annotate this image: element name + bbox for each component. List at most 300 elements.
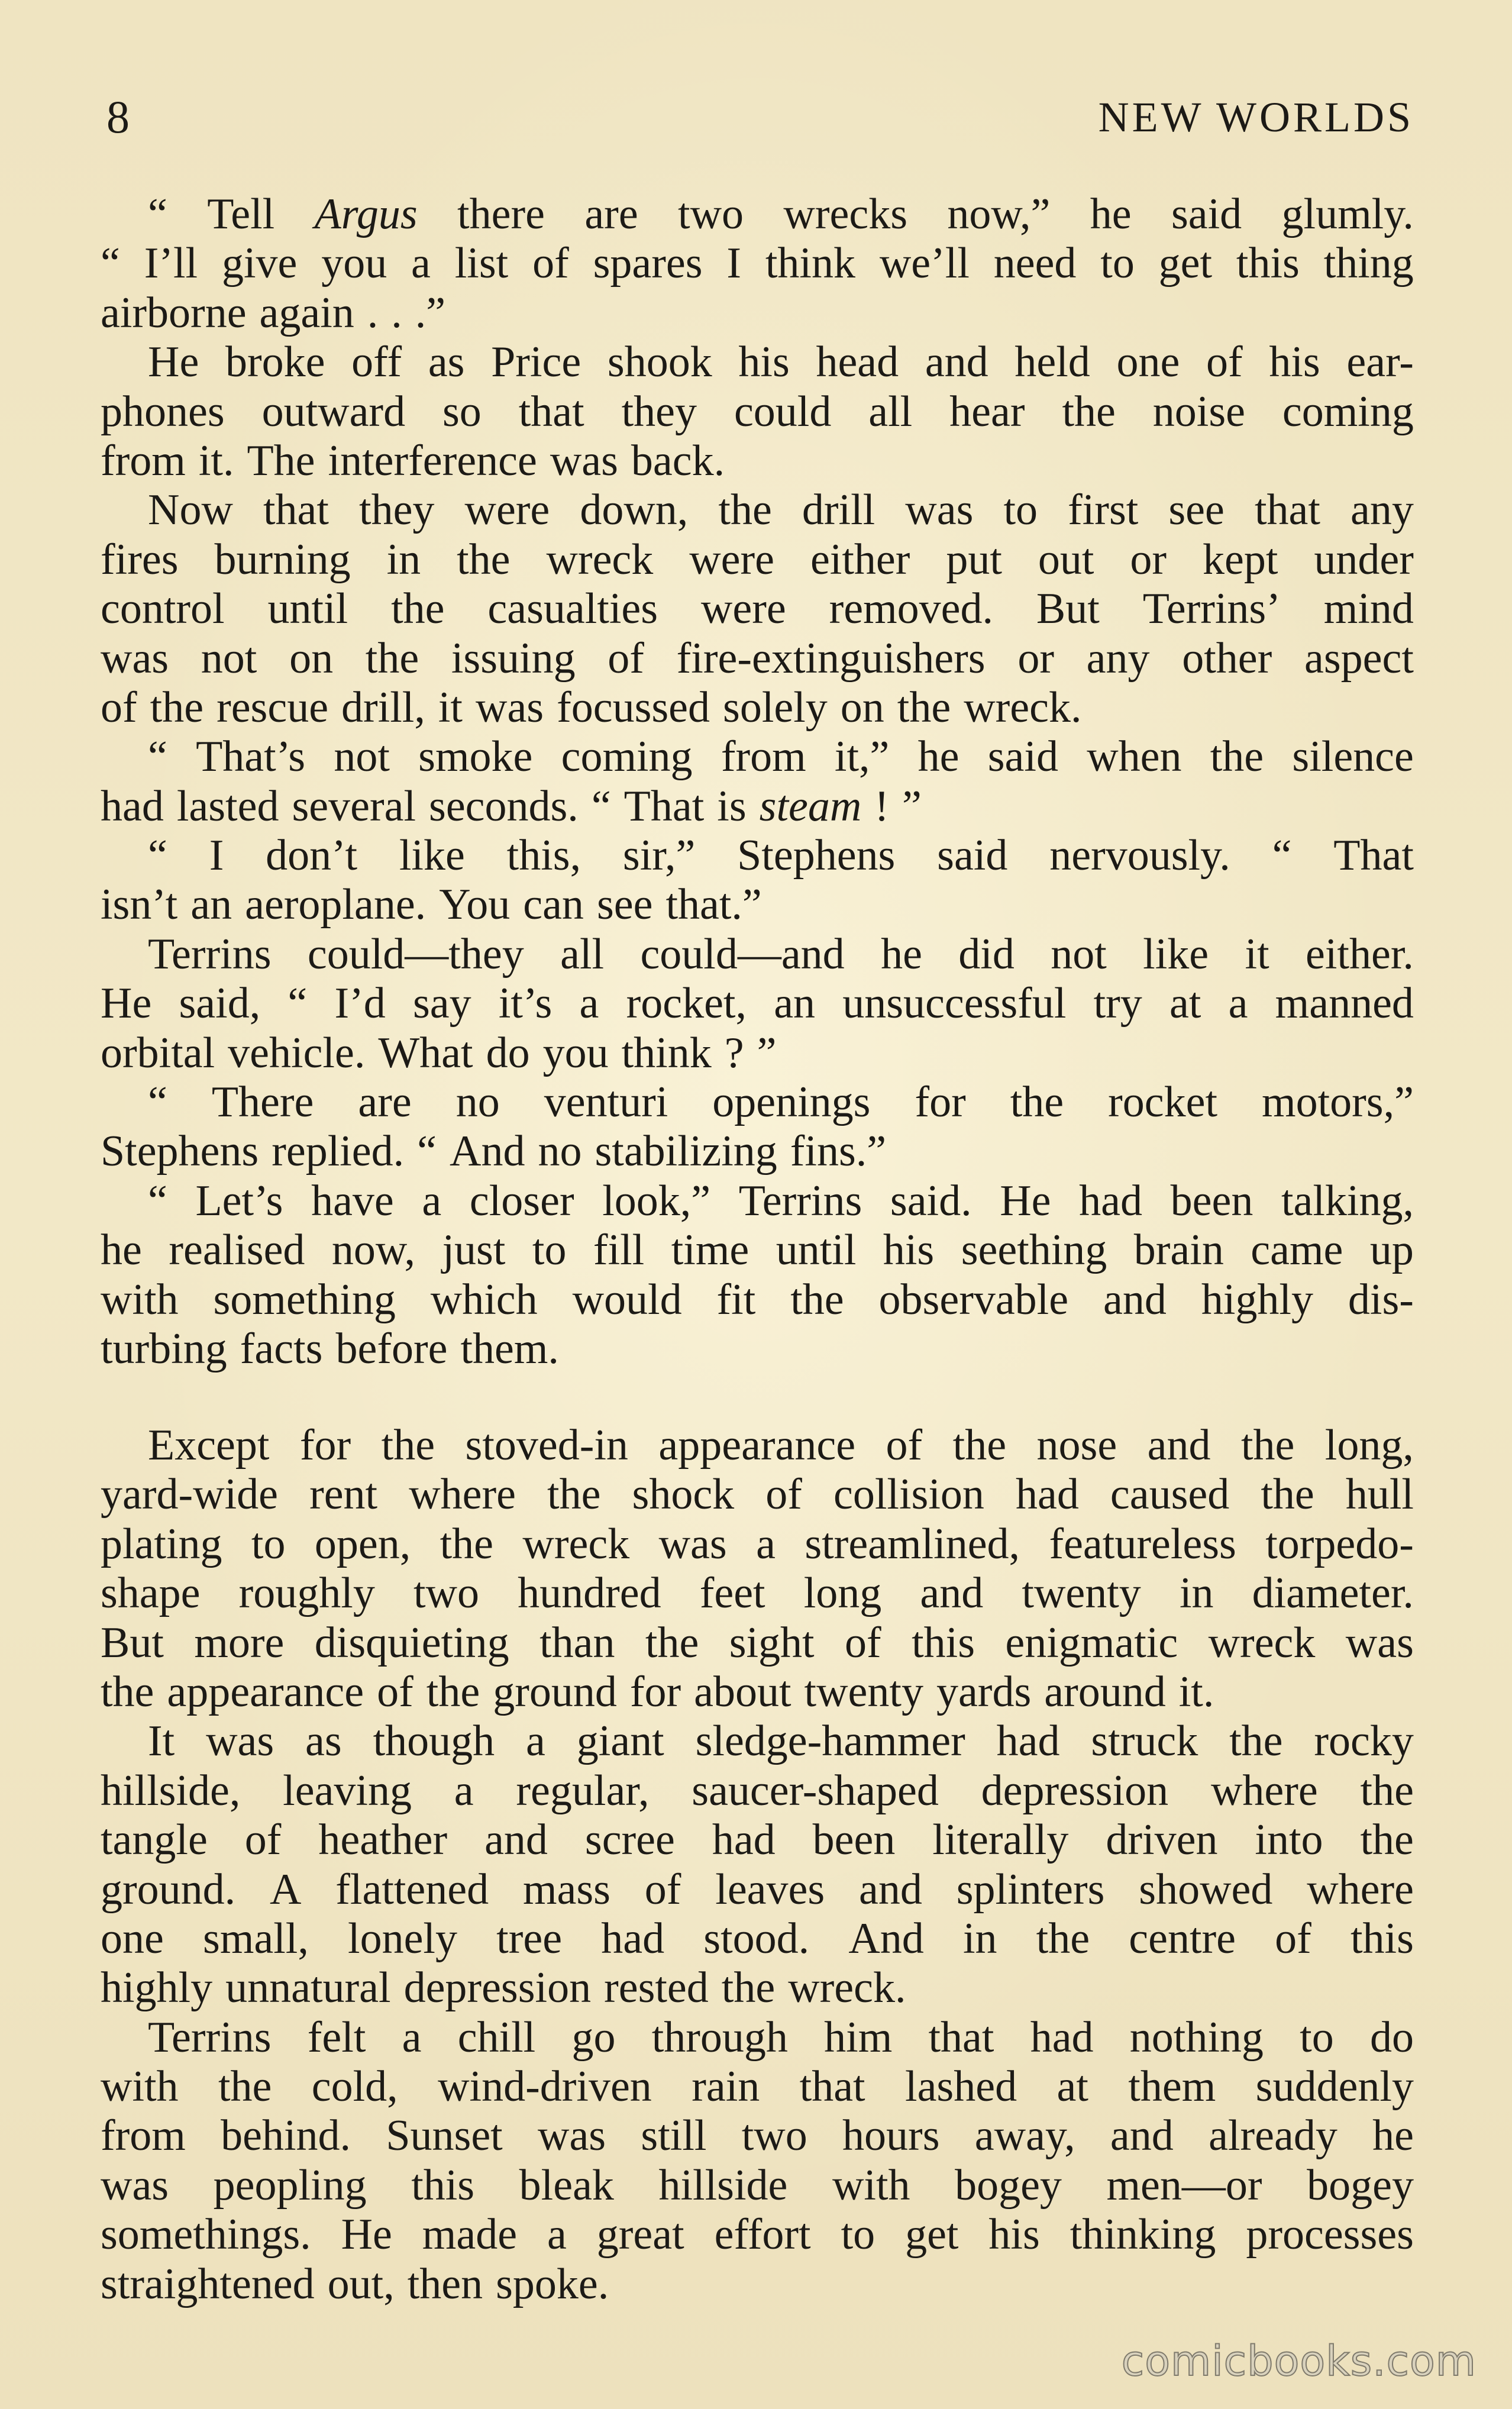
word: the xyxy=(150,683,204,732)
word: It xyxy=(148,1717,175,1766)
word: vehicle. xyxy=(228,1028,366,1077)
text-line xyxy=(101,1127,1414,1176)
word: in xyxy=(386,535,421,584)
word: But xyxy=(101,1618,164,1667)
word: rescue xyxy=(217,683,329,732)
word: highly xyxy=(1201,1275,1313,1324)
word: get xyxy=(905,2210,959,2259)
word: away, xyxy=(974,2111,1075,2161)
word: the xyxy=(218,2062,272,2111)
word: casualties xyxy=(487,585,658,634)
word: the xyxy=(391,585,445,634)
word: had xyxy=(1079,1176,1143,1225)
word: of xyxy=(765,1470,802,1519)
word: effort xyxy=(714,2210,811,2259)
word: at xyxy=(1169,979,1201,1028)
word: “ xyxy=(101,239,120,288)
word: like xyxy=(1143,929,1209,979)
word: his xyxy=(988,2210,1040,2259)
word: been xyxy=(1170,1176,1253,1225)
word: the xyxy=(952,1421,1007,1470)
word: hillside xyxy=(658,2161,788,2210)
word: plating xyxy=(101,1519,222,1568)
word: bogey xyxy=(955,2161,1062,2210)
word: was xyxy=(101,634,169,683)
word: highly xyxy=(101,1964,213,2013)
word: first xyxy=(1068,486,1139,535)
word: ” xyxy=(902,782,922,831)
word: collision xyxy=(833,1470,984,1519)
word: into xyxy=(1255,1816,1323,1865)
word: a xyxy=(402,2013,422,2062)
text-line xyxy=(101,831,1414,880)
word: men—or xyxy=(1106,2161,1262,2210)
word: the xyxy=(1210,732,1264,782)
text-line xyxy=(101,2111,1414,2161)
paragraph xyxy=(101,486,1414,732)
word: need xyxy=(993,239,1077,288)
paragraph xyxy=(101,1717,1414,2013)
word: just xyxy=(442,1226,506,1275)
word: made xyxy=(422,2210,518,2259)
word: Terrins’ xyxy=(1142,585,1281,634)
word: the xyxy=(1229,1717,1283,1766)
word: wrecks xyxy=(783,190,907,238)
word: driven xyxy=(1106,1816,1218,1865)
word: tree xyxy=(496,1914,563,1963)
word: open, xyxy=(314,1519,411,1568)
word: for xyxy=(629,1667,681,1716)
word: than xyxy=(539,1618,615,1667)
word: so xyxy=(442,387,482,436)
word: to xyxy=(532,1226,567,1275)
word: been xyxy=(812,1816,896,1865)
word: straightened xyxy=(101,2259,315,2308)
paragraph xyxy=(101,930,1414,1078)
word: giant xyxy=(576,1717,664,1766)
text-line xyxy=(101,437,1414,486)
word: flattened xyxy=(335,1865,489,1914)
word: had xyxy=(996,1717,1060,1766)
word: in xyxy=(1179,1569,1214,1618)
word: out xyxy=(1038,535,1094,584)
text-line xyxy=(101,732,1414,782)
word: closer xyxy=(469,1176,574,1225)
word: not xyxy=(334,732,390,782)
word: one xyxy=(1116,338,1180,387)
word: is xyxy=(717,782,747,831)
text-line xyxy=(101,1325,1414,1374)
text-line xyxy=(101,585,1414,634)
word: do xyxy=(486,1028,530,1077)
word: said xyxy=(1171,190,1242,238)
word: leaves xyxy=(715,1865,825,1914)
text-line xyxy=(101,1226,1414,1275)
word: that xyxy=(263,486,329,535)
word: Sunset xyxy=(386,2111,503,2161)
word: manned xyxy=(1275,979,1414,1028)
word: drill, xyxy=(341,683,425,732)
word: “ xyxy=(148,190,167,238)
word: of xyxy=(1206,338,1243,387)
word: were xyxy=(689,535,774,584)
word: now, xyxy=(331,1226,416,1275)
word: hear xyxy=(949,387,1025,436)
word: give xyxy=(221,239,298,288)
word: it xyxy=(438,683,463,732)
text-line xyxy=(101,2161,1414,2210)
word: something xyxy=(213,1275,396,1324)
word: had xyxy=(712,1816,776,1865)
text-line xyxy=(101,1177,1414,1226)
word: centre xyxy=(1129,1914,1236,1963)
word: had xyxy=(1015,1470,1079,1519)
word: roughly xyxy=(238,1569,375,1618)
word: a xyxy=(1228,979,1248,1028)
word: the xyxy=(365,634,419,683)
word: this, xyxy=(506,831,581,880)
word: two xyxy=(741,2111,807,2161)
word: lasted xyxy=(176,782,279,831)
word: did xyxy=(958,929,1015,979)
word: showed xyxy=(1139,1865,1273,1914)
word: like xyxy=(399,831,465,880)
word: they xyxy=(359,486,435,535)
word: a xyxy=(454,1766,474,1815)
text-line xyxy=(101,1619,1414,1668)
text-line xyxy=(101,289,1414,338)
word: with xyxy=(832,2161,910,2210)
paragraph xyxy=(101,831,1414,930)
word: lashed xyxy=(905,2062,1017,2111)
word: processes xyxy=(1246,2210,1414,2259)
word: say xyxy=(412,979,471,1028)
word: and xyxy=(925,338,988,387)
word: either. xyxy=(1306,929,1414,979)
word: again xyxy=(259,288,354,337)
word: either xyxy=(810,535,910,584)
word: Price xyxy=(491,338,581,387)
paragraph xyxy=(101,1421,1414,1717)
word: of xyxy=(532,239,569,288)
word: long, xyxy=(1324,1421,1414,1470)
word: we’ll xyxy=(879,239,970,288)
word: could xyxy=(734,387,832,436)
word: The xyxy=(247,436,315,485)
word: hundred xyxy=(518,1569,661,1618)
word: the xyxy=(457,535,511,584)
word: it. xyxy=(1178,1667,1214,1716)
word: of xyxy=(886,1421,923,1470)
word: other xyxy=(1182,634,1272,683)
word: That xyxy=(1333,831,1414,880)
page-header xyxy=(106,88,1414,159)
word: the xyxy=(426,1667,480,1716)
word: said, xyxy=(179,979,261,1028)
word: struck xyxy=(1091,1717,1198,1766)
word: that xyxy=(799,2062,865,2111)
word: I xyxy=(726,239,742,288)
word: was xyxy=(1345,1618,1414,1667)
word: Except xyxy=(148,1421,270,1470)
word: have xyxy=(311,1176,394,1225)
word: would xyxy=(572,1275,682,1324)
word: all xyxy=(868,387,913,436)
word: wreck. xyxy=(788,1964,906,2013)
word: time xyxy=(671,1226,749,1275)
word: phones xyxy=(101,387,225,436)
word: this xyxy=(1351,1914,1414,1963)
word: Terrins xyxy=(148,929,272,979)
word: solely xyxy=(723,683,828,732)
word: from xyxy=(721,732,806,782)
text-line xyxy=(101,1717,1414,1766)
word: through xyxy=(651,2013,788,2062)
word: were xyxy=(700,585,786,634)
word: “ xyxy=(148,732,167,782)
word: somethings. xyxy=(101,2210,311,2259)
word: featureless xyxy=(1049,1519,1236,1568)
word: twenty xyxy=(1022,1569,1141,1618)
word: coming xyxy=(1282,387,1414,436)
word: Let’s xyxy=(195,1176,283,1225)
word: “ xyxy=(591,782,611,831)
word: of xyxy=(101,683,137,732)
word: appearance xyxy=(167,1667,364,1716)
word: with xyxy=(101,1275,179,1324)
word: fires xyxy=(101,535,179,584)
text-line xyxy=(101,634,1414,683)
word: and xyxy=(484,1816,548,1865)
word: sir,” xyxy=(622,831,696,880)
word: rocket xyxy=(1108,1078,1218,1127)
text-line xyxy=(101,535,1414,585)
word: already xyxy=(1209,2111,1337,2161)
word: “ xyxy=(287,979,308,1028)
word: you xyxy=(542,1028,609,1077)
word: stabilizing xyxy=(595,1127,777,1176)
paragraph xyxy=(101,1078,1414,1177)
word: it,” xyxy=(834,732,890,782)
text-line xyxy=(101,387,1414,437)
word: spares xyxy=(593,239,703,288)
word: before xyxy=(335,1324,448,1373)
word: not xyxy=(1051,929,1107,979)
word: But xyxy=(1036,585,1100,634)
word: held xyxy=(1015,338,1090,387)
word: this xyxy=(411,2161,475,2210)
text-line xyxy=(101,1470,1414,1519)
word: him xyxy=(824,2013,893,2062)
word: where xyxy=(1307,1865,1414,1914)
text-line xyxy=(101,2260,1414,2309)
word: lonely xyxy=(348,1914,457,1963)
text-line xyxy=(101,486,1414,535)
text-line xyxy=(101,930,1414,979)
word: “ xyxy=(1272,831,1292,880)
word: ” xyxy=(757,1028,777,1077)
word: shook xyxy=(607,338,712,387)
word: or xyxy=(1017,634,1054,683)
word: a xyxy=(422,1176,442,1225)
word: tangle xyxy=(101,1816,208,1865)
word: wreck. xyxy=(964,683,1082,732)
word: two xyxy=(413,1569,479,1618)
word: kept xyxy=(1203,535,1278,584)
word: to xyxy=(1003,486,1038,535)
word: one xyxy=(101,1914,164,1963)
word: and xyxy=(1110,2111,1174,2161)
word: had xyxy=(101,782,164,831)
word: were xyxy=(464,486,550,535)
word: about xyxy=(694,1667,791,1716)
word: off xyxy=(351,338,402,387)
word: chill xyxy=(457,2013,536,2062)
word: where xyxy=(1210,1766,1318,1815)
word: could—they xyxy=(307,929,524,979)
word: in xyxy=(962,1914,997,1963)
word: are xyxy=(358,1078,412,1127)
word: an xyxy=(774,979,816,1028)
word: He xyxy=(341,2210,392,2259)
word: Terrins xyxy=(148,2013,272,2062)
word: streamlined, xyxy=(805,1519,1020,1568)
word: up xyxy=(1369,1226,1414,1275)
text-line xyxy=(101,1520,1414,1569)
word: until xyxy=(776,1226,857,1275)
word: . xyxy=(367,288,379,337)
word: fire-extinguishers xyxy=(676,634,986,683)
word: glumly. xyxy=(1281,190,1414,238)
word: until xyxy=(267,585,348,634)
word: What xyxy=(378,1028,473,1077)
word: That xyxy=(623,782,705,831)
word: the xyxy=(1360,1766,1414,1815)
text-line xyxy=(101,1078,1414,1127)
word: that xyxy=(1254,486,1320,535)
word: was xyxy=(658,1519,727,1568)
word: control xyxy=(101,585,225,634)
word: to xyxy=(841,2210,875,2259)
word: yards xyxy=(936,1667,1032,1716)
word: ! xyxy=(874,782,889,831)
word: to xyxy=(1100,239,1135,288)
word: facts xyxy=(240,1324,323,1373)
word: a xyxy=(411,239,431,288)
word: disquieting xyxy=(314,1618,509,1667)
word: sight xyxy=(729,1618,815,1667)
word: as xyxy=(428,338,465,387)
word: the xyxy=(440,1519,494,1568)
word: see xyxy=(596,880,653,929)
word: them. xyxy=(460,1324,559,1373)
word: which xyxy=(430,1275,538,1324)
word: was xyxy=(550,436,618,485)
word: don’t xyxy=(266,831,358,880)
word: can xyxy=(523,880,584,929)
word: the xyxy=(547,1470,601,1519)
word: Stephens xyxy=(101,1127,259,1176)
word: mass xyxy=(522,1865,610,1914)
paragraph xyxy=(101,338,1414,486)
word: small, xyxy=(203,1914,309,1963)
word: of xyxy=(377,1667,413,1716)
word: had xyxy=(1030,2013,1094,2062)
word: of xyxy=(644,1865,681,1914)
word: no xyxy=(455,1078,500,1127)
word: ear- xyxy=(1346,338,1414,387)
word: for xyxy=(299,1421,351,1470)
word: torpedo- xyxy=(1265,1519,1414,1568)
word: hours xyxy=(842,2111,940,2161)
word: hull xyxy=(1345,1470,1414,1519)
text-line xyxy=(101,1816,1414,1865)
word: depression xyxy=(403,1964,592,2013)
word: the xyxy=(1062,387,1116,436)
word: seconds. xyxy=(429,782,579,831)
word: he xyxy=(101,1226,142,1275)
word: “ xyxy=(417,1127,437,1176)
word: dis- xyxy=(1348,1275,1414,1324)
word: fill xyxy=(593,1226,645,1275)
word: any xyxy=(1351,486,1414,535)
word: said. xyxy=(890,1176,972,1225)
word: nose xyxy=(1036,1421,1117,1470)
word: rent xyxy=(309,1470,378,1519)
word: he xyxy=(917,732,959,782)
word: spoke. xyxy=(496,2259,609,2308)
word: unsuccessful xyxy=(842,979,1067,1028)
word: an xyxy=(190,880,232,929)
word: drill xyxy=(802,486,875,535)
word: this xyxy=(1236,239,1300,288)
word: mind xyxy=(1323,585,1414,634)
text-line xyxy=(101,1421,1414,1470)
word: the xyxy=(1036,1914,1090,1963)
word: they xyxy=(621,387,697,436)
word: all xyxy=(560,929,605,979)
paragraph xyxy=(101,190,1414,338)
word: diameter. xyxy=(1252,1569,1414,1618)
word: I’ll xyxy=(144,239,198,288)
text-line xyxy=(101,683,1414,732)
word: openings xyxy=(712,1078,871,1127)
word: any xyxy=(1086,634,1150,683)
word: more xyxy=(194,1618,285,1667)
word: of xyxy=(845,1618,881,1667)
word: twenty xyxy=(804,1667,923,1716)
word: . xyxy=(391,288,402,337)
word: you xyxy=(321,239,387,288)
word: his xyxy=(1269,338,1320,387)
word: caused xyxy=(1110,1470,1230,1519)
word: talking, xyxy=(1281,1176,1414,1225)
word: realised xyxy=(169,1226,305,1275)
word: outward xyxy=(261,387,406,436)
word: .” xyxy=(415,288,446,337)
word: and xyxy=(1147,1421,1211,1470)
word: rocky xyxy=(1314,1717,1414,1766)
word: aspect xyxy=(1304,634,1414,683)
word: when xyxy=(1087,732,1182,782)
word: noise xyxy=(1152,387,1245,436)
word: the xyxy=(718,486,772,535)
word: the xyxy=(101,1667,154,1716)
word: try xyxy=(1093,979,1142,1028)
word: are xyxy=(584,190,638,238)
word: his xyxy=(883,1226,935,1275)
word: smoke xyxy=(418,732,533,782)
